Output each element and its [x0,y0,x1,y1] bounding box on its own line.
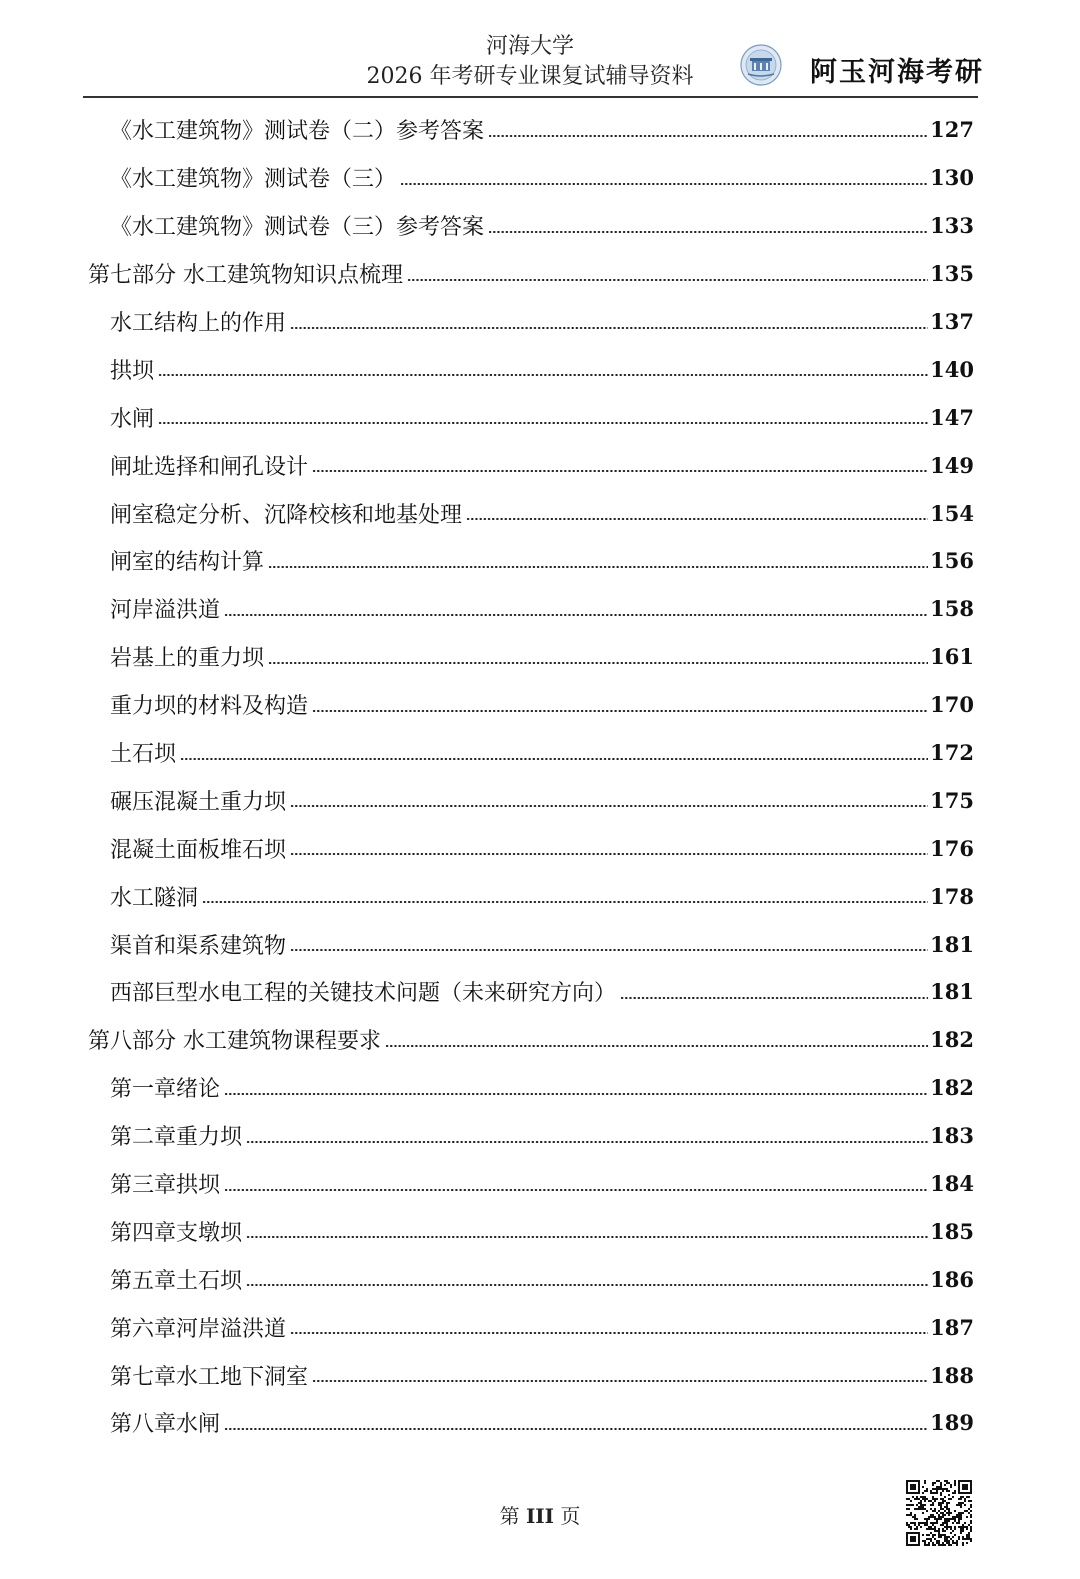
toc-entry-label: 混凝土面板堆石坝 [110,837,287,863]
toc-page-number: 158 [930,596,974,622]
toc-dot-leader [312,1380,928,1382]
toc-entry-row[interactable] [0,537,1080,585]
toc-page-number: 147 [930,404,974,430]
toc-entry-row[interactable] [0,585,1080,633]
toc-dot-leader [290,853,928,855]
toc-entry-row[interactable] [0,729,1080,777]
toc-entry-label: 河岸溢洪道 [110,598,221,624]
toc-entry-label: 第一章绪论 [110,1077,221,1103]
toc-entry-label: 第六章河岸溢洪道 [110,1316,287,1342]
toc-dot-leader [202,901,928,903]
toc-entry-row[interactable] [0,1399,1080,1447]
toc-entry-row[interactable] [0,1160,1080,1208]
toc-entry-row[interactable] [0,489,1080,537]
toc-dot-leader [246,1141,928,1143]
toc-entry-label: 《水工建筑物》测试卷（三）参考答案 [110,215,485,241]
toc-entry-label: 水工隧洞 [110,885,199,911]
toc-dot-leader [268,662,928,664]
header-title [330,32,730,92]
toc-entry-label: 拱坝 [110,358,155,384]
toc-page-number: 133 [930,213,974,239]
toc-dot-leader [180,758,928,760]
toc-dot-leader [466,518,928,520]
toc-entry-label: 第七章水工地下洞室 [110,1364,309,1390]
toc-page-number: 185 [930,1218,974,1244]
toc-dot-leader [224,1189,928,1191]
toc-entry-row[interactable] [0,1255,1080,1303]
toc-page-number: 170 [930,692,974,718]
toc-dot-leader [290,949,928,951]
university-name: 河海大学 [485,34,574,59]
page-number-suffix: 页 [560,1504,581,1528]
university-logo-icon [740,44,782,86]
toc-dot-leader [488,231,928,233]
page-footer [0,1490,1080,1550]
toc-entry-row[interactable] [0,441,1080,489]
page-number [440,1500,640,1529]
toc-entry-label: 第二章重力坝 [110,1125,243,1151]
page-header [0,0,1080,100]
toc-page-number: 184 [930,1171,974,1197]
toc-dot-leader [158,374,928,376]
table-of-contents [0,106,1080,1447]
toc-entry-row[interactable] [0,1112,1080,1160]
toc-entry-label: 第五章土石坝 [110,1268,243,1294]
toc-entry-label: 渠首和渠系建筑物 [110,933,287,959]
toc-entry-row[interactable] [0,824,1080,872]
toc-entry-label: 第八部分 水工建筑物课程要求 [88,1029,381,1055]
toc-entry-label: 碾压混凝土重力坝 [110,789,287,815]
header-divider [83,96,978,98]
toc-entry-row[interactable] [0,1303,1080,1351]
toc-page-number: 161 [930,644,974,670]
toc-entry-label: 西部巨型水电工程的关键技术问题（未来研究方向） [110,981,617,1007]
toc-dot-leader [158,422,928,424]
toc-page-number: 181 [930,979,974,1005]
toc-entry-row[interactable] [0,872,1080,920]
toc-entry-label: 第八章水闸 [110,1412,221,1438]
toc-dot-leader [290,327,928,329]
toc-entry-label: 水工结构上的作用 [110,311,287,336]
toc-page-number: 149 [930,452,974,478]
toc-dot-leader [224,1093,928,1095]
toc-page-number: 182 [930,1027,974,1053]
toc-page-number: 178 [930,883,974,909]
toc-page-number: 135 [930,261,974,287]
toc-page-number: 140 [930,356,974,382]
toc-entry-label: 第七部分 水工建筑物知识点梳理 [88,263,403,289]
toc-dot-leader [290,1332,928,1334]
toc-page-number: 175 [930,787,974,813]
toc-page-number: 137 [930,309,974,334]
toc-entry-row[interactable] [0,1207,1080,1255]
toc-entry-row[interactable] [0,968,1080,1016]
brand-name: 阿玉河海考研 [810,57,984,88]
toc-entry-label: 重力坝的材料及构造 [110,694,309,720]
toc-entry-label: 闸室稳定分析、沉降校核和地基处理 [110,502,463,528]
toc-entry-row[interactable] [0,298,1080,346]
toc-dot-leader [224,614,928,616]
toc-dot-leader [246,1284,928,1286]
toc-dot-leader [407,279,928,281]
toc-entry-label: 《水工建筑物》测试卷（二）参考答案 [110,119,485,145]
toc-section-row[interactable] [0,1016,1080,1064]
toc-page-number: 181 [930,931,974,957]
toc-page-number: 130 [930,165,974,191]
toc-dot-leader [312,470,928,472]
toc-entry-label: 闸址选择和闸孔设计 [110,454,309,480]
toc-entry-row[interactable] [0,345,1080,393]
toc-page-number: 183 [930,1123,974,1149]
toc-page-number: 189 [930,1410,974,1436]
toc-page-number: 187 [930,1314,974,1340]
toc-dot-leader [400,183,928,185]
toc-page-number: 154 [930,500,974,526]
toc-entry-label: 土石坝 [110,742,177,768]
toc-dot-leader [290,805,928,807]
toc-entry-row[interactable] [0,776,1080,824]
toc-page-number: 188 [930,1362,974,1388]
toc-page-number: 186 [930,1266,974,1292]
toc-dot-leader [268,566,928,568]
toc-section-row[interactable] [0,250,1080,298]
toc-dot-leader [385,1045,928,1047]
toc-page-number: 156 [930,548,974,574]
toc-entry-label: 《水工建筑物》测试卷（三） [110,167,397,193]
toc-dot-leader [620,997,928,999]
toc-entry-label: 第三章拱坝 [110,1173,221,1199]
toc-entry-row[interactable] [0,633,1080,681]
toc-entry-label: 闸室的结构计算 [110,550,265,576]
toc-dot-leader [224,1428,928,1430]
toc-entry-row[interactable] [0,393,1080,441]
toc-entry-row[interactable] [0,681,1080,729]
document-subtitle: 2026 年考研专业课复试辅导资料 [366,64,694,89]
toc-entry-row[interactable] [0,1064,1080,1112]
toc-entry-row[interactable] [0,202,1080,250]
toc-page-number: 172 [930,740,974,766]
toc-entry-label: 水闸 [110,406,155,432]
toc-dot-leader [488,135,928,137]
toc-entry-label: 岩基上的重力坝 [110,646,265,672]
qr-code-icon[interactable] [906,1480,972,1546]
toc-page-number: 176 [930,835,974,861]
toc-entry-row[interactable] [0,920,1080,968]
toc-entry-label: 第四章支墩坝 [110,1220,243,1246]
toc-entry-row[interactable] [0,106,1080,154]
page-number-roman: III [525,1504,555,1528]
toc-dot-leader [246,1236,928,1238]
toc-entry-row[interactable] [0,154,1080,202]
toc-dot-leader [312,710,928,712]
toc-entry-row[interactable] [0,1351,1080,1399]
toc-page-number: 127 [930,117,974,143]
page-number-prefix: 第 [499,1504,520,1528]
toc-page-number: 182 [930,1075,974,1101]
